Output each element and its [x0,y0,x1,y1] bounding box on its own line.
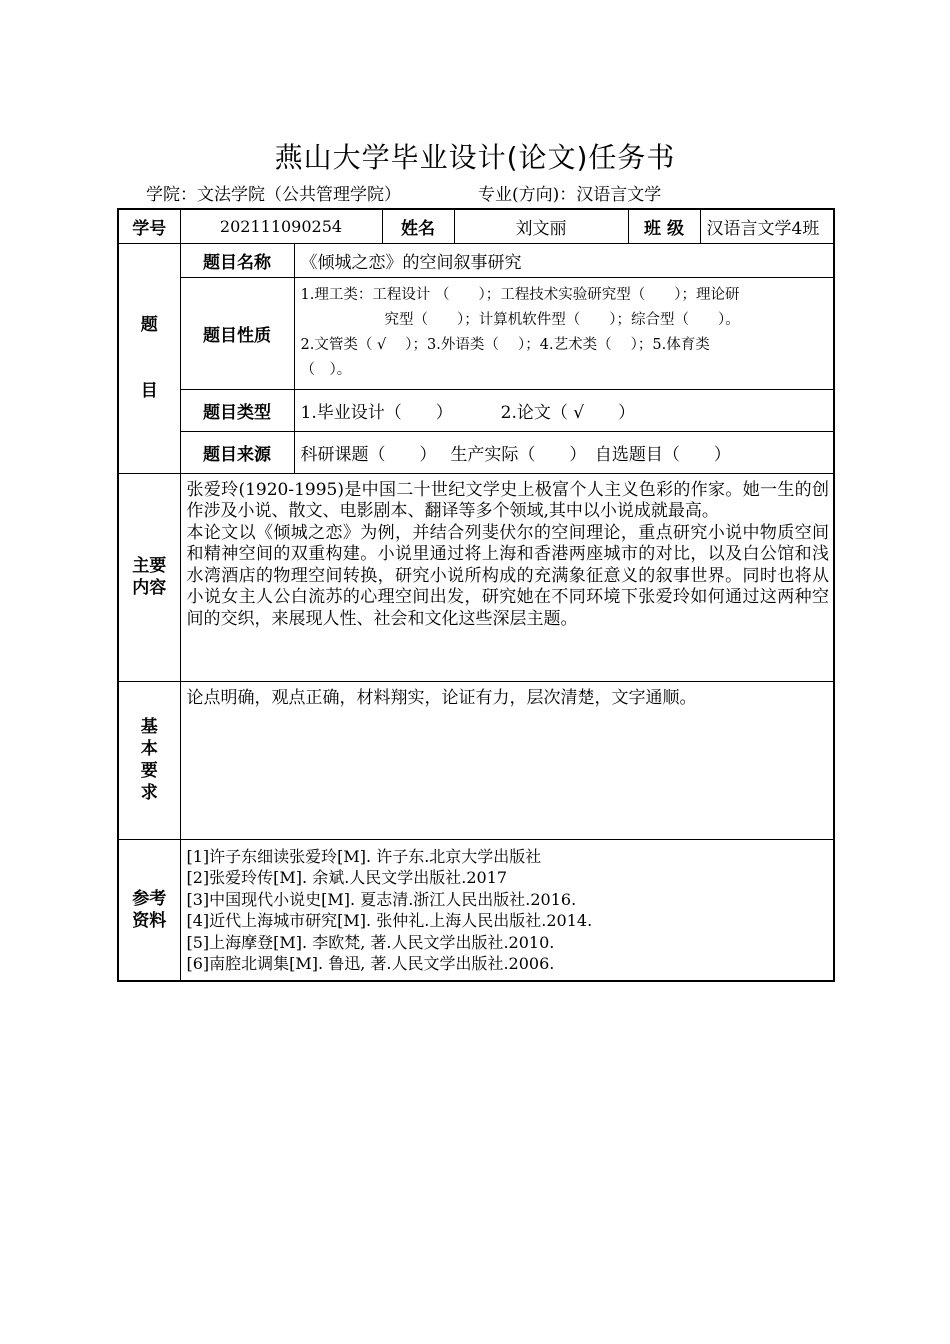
topic-label-char-2: 目 [140,381,158,401]
topic-nature-row [118,277,834,389]
topic-type-row [118,389,834,431]
student-id-label: 学号 [118,209,180,243]
reference-item: [4]近代上海城市研究[M]. 张仲礼.上海人民出版社.2014. [186,911,593,930]
main-content-row [118,473,834,681]
content-paragraph-2: 本论文以《倾城之恋》为例，并结合列斐伏尔的空间理论，重点研究小说中物质空间和精神空间的双重构建。小说里通过将上海和香港两座城市的对比，以及白公馆和浅水湾酒店的物理空间转换，研究小说所构成的充满象征意义的叙事世界。同时也将从小说女主人公白流苏的心理空间出发，研究她在不同环境下张爱玲如何通过这两种空间的交织，来展现人性、社会和文化这些深层主题。 [186,522,829,629]
class-label: 班 级 [628,209,700,243]
references-list [180,839,834,981]
document-title: 燕山大学毕业设计(论文)任务书 [274,141,676,174]
references-label [118,839,180,981]
nature-line-2: 究型（ ）；计算机软件型（ ）；综合型（ ）。 [384,312,740,328]
task-table [117,208,835,982]
reference-item: [5]上海摩登[M]. 李欧梵, 著.人民文学出版社.2010. [186,932,555,952]
nature-line-3: 2.文管类（ √ ）；3.外语类（ ）；4.艺术类（ ）；5.体育类 [300,337,710,353]
topic-type-label: 题目类型 [180,389,294,431]
reference-item: [2]张爱玲传[M]. 余斌.人民文学出版社.2017 [186,868,508,887]
major-line: 专业(方向)：汉语言文学 [478,185,662,205]
name-label: 姓名 [382,209,454,243]
topic-nature-label: 题目性质 [180,277,294,389]
name-value: 刘文丽 [454,209,628,243]
nature-line-4: （ ）。 [300,362,352,378]
class-value: 汉语言文学4班 [700,209,834,243]
req-label-char-1: 基 [140,717,158,737]
nature-line-1: 1.理工类：工程设计 （ ）；工程技术实验研究型（ ）；理论研 [300,287,740,303]
ref-label-line-2: 资料 [132,910,167,931]
content-label-line-1: 主要 [132,556,167,576]
content-paragraph-1: 张爱玲(1920-1995)是中国二十世纪文学史上极富个人主义色彩的作家。她一生的创作涉及小说、散文、电影剧本、翻译等多个领域,其中以小说成就最高。 [186,479,829,521]
req-label-char-3: 要 [140,761,158,781]
reference-item: [3]中国现代小说史[M]. 夏志清.浙江人民出版社.2016. [186,889,577,909]
main-content-label [118,473,180,681]
topic-name-value: 《倾城之恋》的空间叙事研究 [294,243,834,277]
student-info-row [118,209,834,243]
topic-nature-value [294,277,834,389]
topic-source-label: 题目来源 [180,431,294,473]
topic-label-char-1: 题 [140,315,158,335]
req-label-char-2: 本 [140,739,158,759]
req-label-char-4: 求 [140,783,158,803]
requirements-row [118,681,834,839]
requirements-label [118,681,180,839]
topic-section-label [118,243,180,473]
reference-item: [6]南腔北调集[M]. 鲁迅, 著.人民文学出版社.2006. [186,954,555,973]
references-row [118,839,834,981]
topic-source-value: 科研课题（ ） 生产实际（ ） 自选题目（ ） [294,431,834,473]
topic-name-label: 题目名称 [180,243,294,277]
topic-type-value: 1.毕业设计（ ） 2.论文（ √ ） [294,389,834,431]
topic-name-row [118,243,834,277]
topic-source-row [118,431,834,473]
reference-item: [1]许子东细读张爱玲[M]. 许子东.北京大学出版社 [186,846,542,866]
ref-label-line-1: 参考 [132,888,167,909]
requirements-text: 论点明确，观点正确，材料翔实，论证有力，层次清楚，文字通顺。 [180,681,834,839]
student-id-value: 202111090254 [180,209,382,243]
main-content-text [180,473,834,681]
content-label-line-2: 内容 [132,578,167,598]
college-line: 学院：文法学院（公共管理学院） [146,185,401,205]
